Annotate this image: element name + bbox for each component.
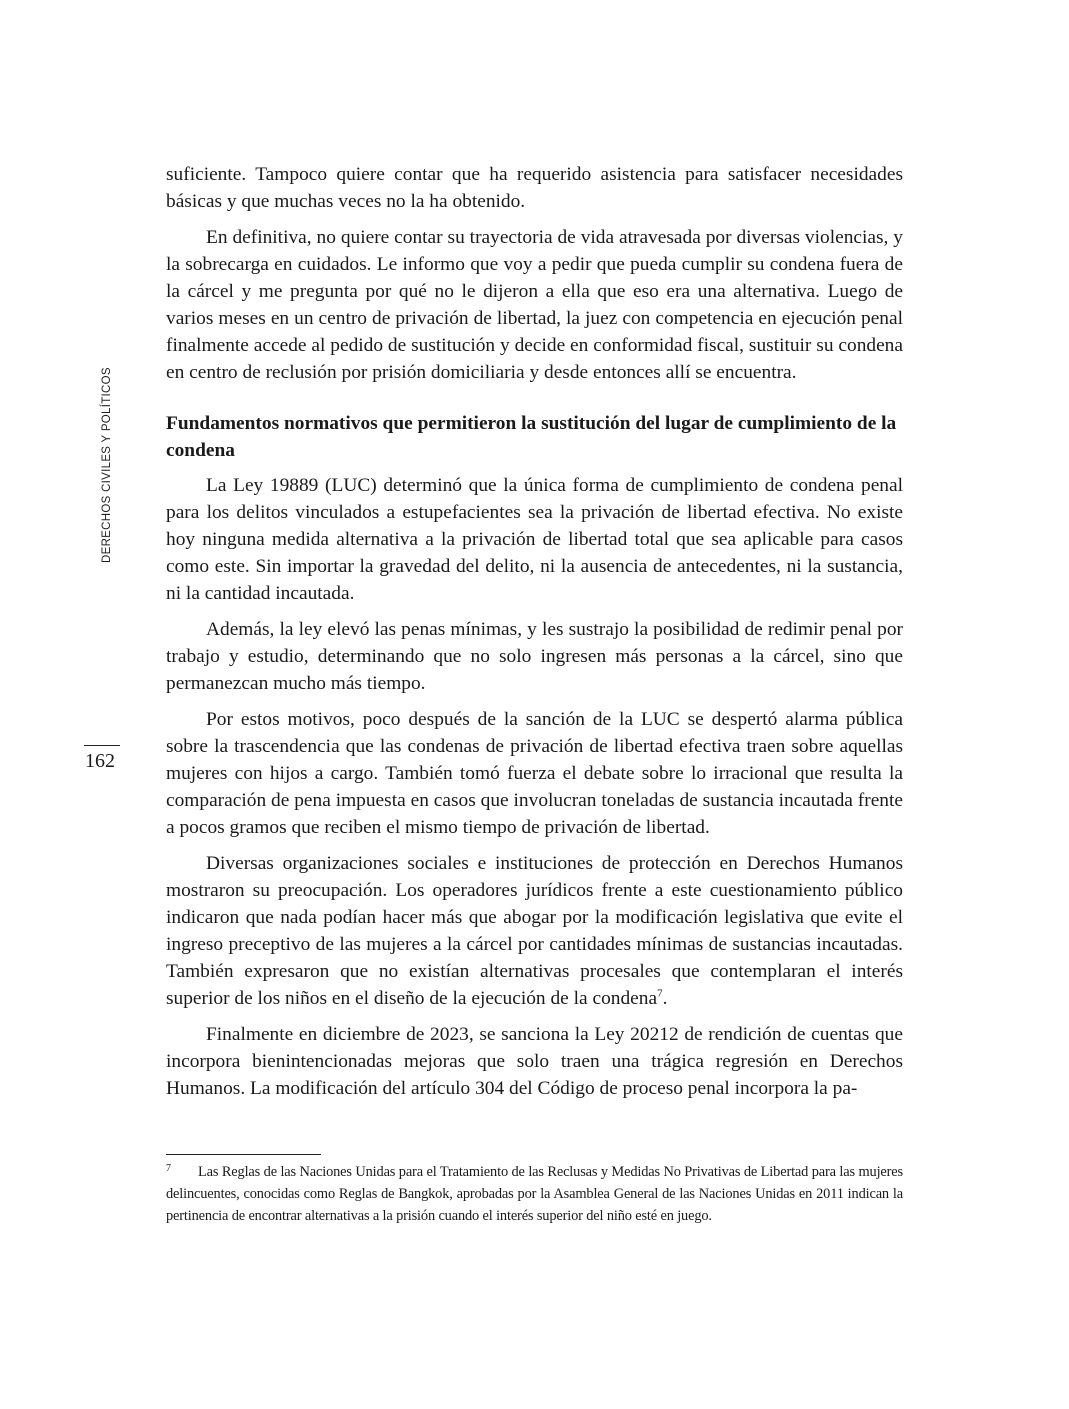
paragraph-4: Además, la ley elevó las penas mínimas, y les sustrajo la posibilidad de redimir penal por trabajo y estudio, determinando que no solo ingresen más personas a la cárcel, sino que permanezcan mucho más tiempo. <box>166 619 903 694</box>
paragraph-1: suficiente. Tampoco quiere contar que ha requerido asistencia para satisfacer necesidades básicas y que muchas veces no la ha obtenido. <box>166 164 903 212</box>
paragraph-6-text: Diversas organizaciones sociales e instituciones de protección en Derechos Humanos mostraron su preocupación. Los operadores jurídicos frente a este cuestionamiento público indicaron que nada podían hacer más que abogar por la modificación legislativa que evite el ingreso preceptivo de las mujeres a la cárcel por cantidades mínimas de sustancias incautadas. También expresaron que no existían alternativas procesales que contemplaran el interés superior de los niños en el diseño de la ejecución de la condena <box>166 853 903 1009</box>
paragraph-2: En definitiva, no quiere contar su trayectoria de vida atravesada por diversas violencias, y la sobrecarga en cuidados. Le informo que voy a pedir que pueda cumplir su condena fuera de la cárcel y me pregunta por qué no le dijeron a ella que eso era una alternativa. Luego de varios meses en un centro de privación de libertad, la juez con competencia en ejecución penal finalmente accede al pedido de sustitución y decide en conformidad fiscal, sustituir su condena en centro de reclusión por prisión domiciliaria y desde entonces allí se encuentra. <box>166 227 903 383</box>
paragraph-6-end: . <box>662 988 668 1009</box>
footnote-text: Las Reglas de las Naciones Unidas para el Tratamiento de las Reclusas y Medidas No Privativas de Libertad para las mujeres delincuentes, conocidas como Reglas de Bangkok, aprobadas por la Asamblea General de las Naciones Unidas en 2011 indican la pertinencia de encontrar alternativas a la prisión cuando el interés superior del niño esté en juego. <box>166 1164 903 1224</box>
paragraph-5: Por estos motivos, poco después de la sanción de la LUC se despertó alarma pública sobre la trascendencia que las condenas de privación de libertad efectiva traen sobre aquellas mujeres con hijos a cargo. También tomó fuerza el debate sobre lo irracional que resulta la comparación de pena impuesta en casos que involucran toneladas de sustancia incautada frente a pocos gramos que reciben el mismo tiempo de privación de libertad. <box>166 709 903 838</box>
page-number: 162 <box>85 750 115 772</box>
paragraph-6 <box>166 850 903 1012</box>
footnote-mark: 7 <box>166 1163 171 1174</box>
footnote <box>166 1161 903 1227</box>
page-number-rule <box>84 745 120 746</box>
section-heading: Fundamentos normativos que permitieron la sustitución del lugar de cumplimiento de la condena <box>166 413 897 461</box>
body-text <box>166 161 903 1111</box>
paragraph-3: La Ley 19889 (LUC) determinó que la única forma de cumplimiento de condena penal para los delitos vinculados a estupefacientes sea la privación de libertad efectiva. No existe hoy ninguna medida alternativa a la privación de libertad total que sea aplicable para casos como este. Sin importar la gravedad del delito, ni la ausencia de antecedentes, ni la sustancia, ni la cantidad incautada. <box>166 475 903 604</box>
footnote-reference[interactable]: 7 <box>657 987 663 1000</box>
running-section-title: DERECHOS CIVILES Y POLÍTICOS <box>101 367 113 563</box>
paragraph-7: Finalmente en diciembre de 2023, se sanciona la Ley 20212 de rendición de cuentas que incorpora bienintencionadas mejoras que solo traen una trágica regresión en Derechos Humanos. La modificación del artículo 304 del Código de proceso penal incorpora la pa- <box>166 1024 903 1099</box>
footnote-rule <box>166 1154 321 1155</box>
